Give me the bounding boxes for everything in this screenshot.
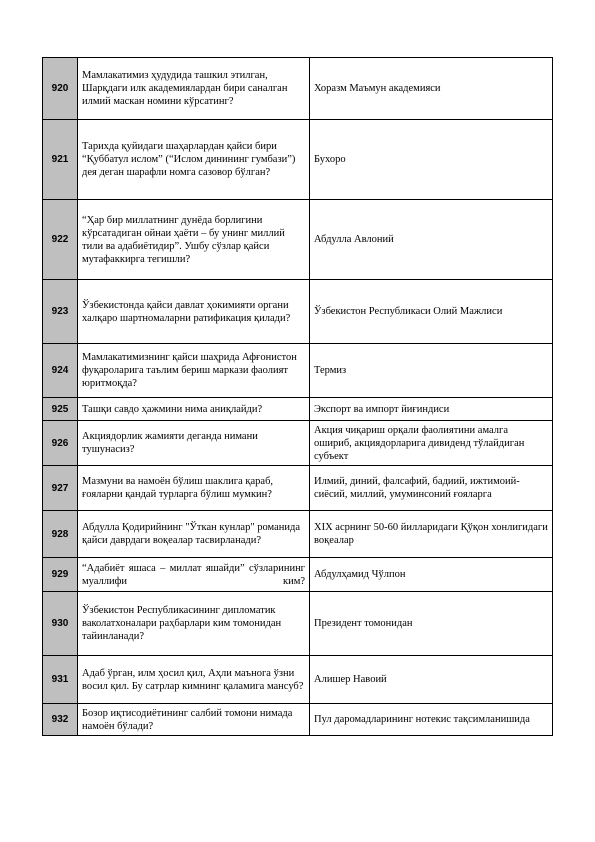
answer-cell: Ўзбекистон Республикаси Олий Мажлиси — [310, 280, 553, 344]
question-cell: Абдулла Қодирийнинг "Ўткан кунлар" романида қайси даврдаги воқеалар тасвирланади? — [78, 511, 310, 558]
table-row — [43, 466, 553, 511]
question-cell: Ўзбекистонда қайси давлат ҳокимияти органи халқаро шартномаларни ратификация қилади? — [78, 280, 310, 344]
row-number: 932 — [43, 704, 78, 736]
question-cell: “Ҳар бир миллатнинг дунёда борлигини кўрсатадиган ойнаи ҳаёти – бу унинг миллий тили ва адабиётидир”. Ушбу сўзлар қайси мутафаккирга тегишли? — [78, 200, 310, 280]
question-cell: Адаб ўрган, илм ҳосил қил, Аҳли маънога ўзни восил қил. Бу сатрлар кимнинг қаламига мансуб? — [78, 656, 310, 704]
answer-cell: Акция чиқариш орқали фаолиятини амалга ошириб, акциядорларига дивиденд тўлайдиган субъект — [310, 421, 553, 466]
answer-cell: Экспорт ва импорт йиғиндиси — [310, 398, 553, 421]
qa-table — [42, 57, 553, 736]
table-row — [43, 200, 553, 280]
row-number: 922 — [43, 200, 78, 280]
answer-cell: Абдулҳамид Чўлпон — [310, 558, 553, 592]
question-cell: Мамлакатимизнинг қайси шаҳрида Афғонистон фуқароларига таълим бериш маркази фаолият юритмоқда? — [78, 344, 310, 398]
row-number: 929 — [43, 558, 78, 592]
table-row — [43, 120, 553, 200]
table-row — [43, 656, 553, 704]
answer-cell: Алишер Навоий — [310, 656, 553, 704]
row-number: 925 — [43, 398, 78, 421]
question-cell: Акциядорлик жамияти деганда нимани тушунасиз? — [78, 421, 310, 466]
table-row — [43, 421, 553, 466]
row-number: 928 — [43, 511, 78, 558]
question-cell: Тарихда қуйидаги шаҳарлардан қайси бири “Қуббатул ислом” (“Ислом динининг гумбази”) дея деган шарафли номга сазовор бўлган? — [78, 120, 310, 200]
question-cell: “Адабиёт яшаса – миллат яшайди” сўзларининг муаллифи ким? — [78, 558, 310, 592]
answer-cell: Термиз — [310, 344, 553, 398]
question-cell: Мамлакатимиз ҳудудида ташкил этилган, Шарқдаги илк академиялардан бири саналган илмий маскан номини кўрсатинг? — [78, 58, 310, 120]
row-number: 926 — [43, 421, 78, 466]
table-row — [43, 592, 553, 656]
answer-cell: Пул даромадларининг нотекис тақсимланишида — [310, 704, 553, 736]
answer-cell: XIX асрнинг 50-60 йилларидаги Қўқон хонлигидаги воқеалар — [310, 511, 553, 558]
table-row — [43, 344, 553, 398]
row-number: 927 — [43, 466, 78, 511]
answer-cell: Абдулла Авлоний — [310, 200, 553, 280]
question-cell: Мазмуни ва намоён бўлиш шаклига қараб, ғояларни қандай турларга бўлиш мумкин? — [78, 466, 310, 511]
row-number: 924 — [43, 344, 78, 398]
answer-cell: Бухоро — [310, 120, 553, 200]
table-row — [43, 280, 553, 344]
table-row — [43, 704, 553, 736]
table-row — [43, 58, 553, 120]
table-row — [43, 511, 553, 558]
question-cell: Бозор иқтисодиётининг салбий томони нимада намоён бўлади? — [78, 704, 310, 736]
answer-cell: Хоразм Маъмун академияси — [310, 58, 553, 120]
answer-cell: Илмий, диний, фалсафий, бадиий, ижтимоий-сиёсий, миллий, умуминсоний ғояларга — [310, 466, 553, 511]
row-number: 921 — [43, 120, 78, 200]
row-number: 931 — [43, 656, 78, 704]
table-row — [43, 398, 553, 421]
answer-cell: Президент томонидан — [310, 592, 553, 656]
row-number: 923 — [43, 280, 78, 344]
question-cell: Ташқи савдо ҳажмини нима аниқлайди? — [78, 398, 310, 421]
question-cell: Ўзбекистон Республикасининг дипломатик ваколатхоналари раҳбарлари ким томонидан тайинланади? — [78, 592, 310, 656]
row-number: 930 — [43, 592, 78, 656]
row-number: 920 — [43, 58, 78, 120]
table-row — [43, 558, 553, 592]
